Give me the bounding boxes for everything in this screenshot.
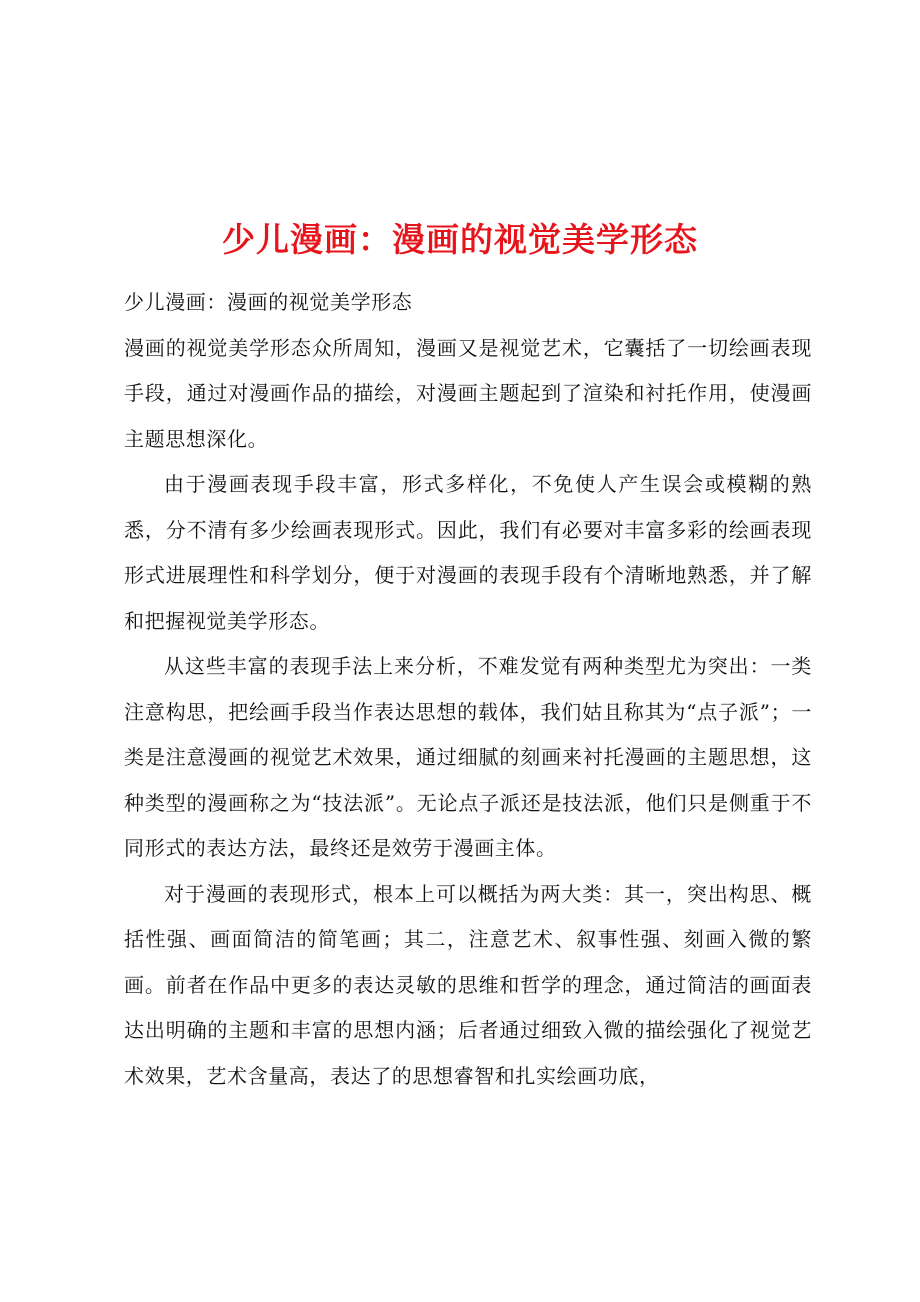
- paragraph-intro: 漫画的视觉美学形态众所周知，漫画又是视觉艺术，它囊括了一切绘画表现手段，通过对漫画作品的描绘，对漫画主题起到了渲染和衬托作用，使漫画主题思想深化。: [124, 335, 812, 451]
- document-title: 少儿漫画：漫画的视觉美学形态: [222, 220, 698, 260]
- document-subtitle: 少儿漫画：漫画的视觉美学形态: [124, 290, 413, 314]
- paragraph-2: 由于漫画表现手段丰富，形式多样化，不免使人产生误会或模糊的熟悉，分不清有多少绘画表现形式。因此，我们有必要对丰富多彩的绘画表现形式进展理性和科学划分，便于对漫画的表现手段有个清晰地熟悉，并了解和把握视觉美学形态。: [124, 472, 812, 633]
- paragraph-4: 对于漫画的表现形式，根本上可以概括为两大类：其一，突出构思、概括性强、画面简洁的简笔画；其二，注意艺术、叙事性强、刻画入微的繁画。前者在作品中更多的表达灵敏的思维和哲学的理念，通过简洁的画面表达出明确的主题和丰富的思想内涵；后者通过细致入微的描绘强化了视觉艺术效果，艺术含量高，表达了的思想睿智和扎实绘画功底，: [124, 881, 812, 1088]
- document-body: [124, 280, 812, 1099]
- paragraph-3: 从这些丰富的表现手法上来分析，不难发觉有两种类型尤为突出：一类注意构思，把绘画手段当作表达思想的载体，我们姑且称其为“点子派”；一类是注意漫画的视觉艺术效果，通过细腻的刻画来衬托漫画的主题思想，这种类型的漫画称之为“技法派”。无论点子派还是技法派，他们只是侧重于不同形式的表达方法，最终还是效劳于漫画主体。: [124, 654, 812, 860]
